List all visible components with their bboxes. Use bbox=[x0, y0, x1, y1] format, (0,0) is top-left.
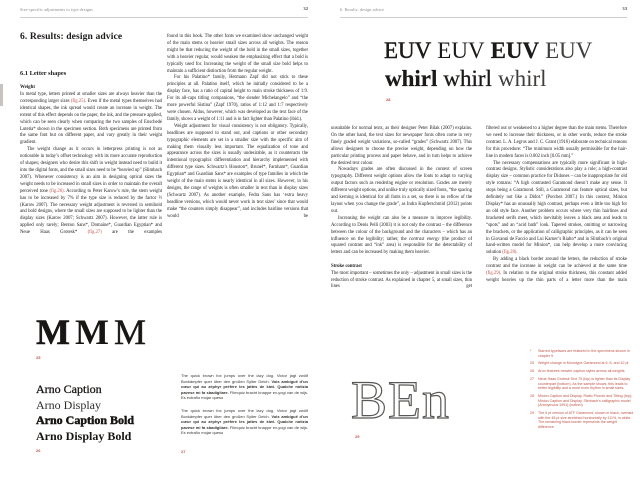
chapter-heading: 6. Results: design advice bbox=[20, 31, 123, 42]
nhg-display-sample: The quick brown fox jumps over the lazy dog. Victor jagt zwölf Boxkämpfer quer über den großen Sylter Deich. Voix ambiguë d’un cœur qui au zéphyr préfère les jattes de kiwi. Qualche notizia pavese mi fa sbadigliare. Filmquiz bracht knappe ex-yogi van de wijs. Es extraño mojar queso bbox=[181, 408, 308, 435]
left-page-number: 32 bbox=[303, 6, 308, 11]
right-page-column-2 bbox=[486, 126, 627, 285]
specimen-m-8pt: M bbox=[74, 312, 109, 352]
margin-note bbox=[530, 361, 634, 366]
note-marker: 28 bbox=[530, 393, 534, 398]
figure-28-number: 28 bbox=[386, 97, 391, 102]
note-text: Weight change in Monotype Garamond at 6, 8, and 42 pt bbox=[538, 361, 629, 366]
note-marker: 27 bbox=[530, 376, 534, 381]
whirl-minion-display: whirl bbox=[443, 66, 492, 91]
right-page-number: 33 bbox=[622, 6, 627, 11]
body-paragraph: By adding a black border around the letters, the reduction of stroke contrast and the increase in weight can be achieved at the same time (fig.29). In relation to the original stroke thickness, this constant added weight heavies up the thin parts of a letter more than the main bbox=[486, 257, 627, 283]
left-running-head: Size-specific adjustments to type designs bbox=[20, 7, 93, 12]
weight-subheading: Weight bbox=[20, 85, 35, 90]
figure-28-euv-row bbox=[384, 38, 598, 64]
margin-note bbox=[530, 411, 634, 430]
whirl-calligraphic-model: whirl bbox=[497, 66, 547, 91]
note-marker: * bbox=[530, 349, 532, 353]
margin-note bbox=[530, 369, 634, 374]
body-paragraph: Weight adjustment for visual consistency is not obligatory. Typically, headlines are supposed to stand out, and captions or other secondary typographic elements are set in a smaller size with the specific aim of making them visually less important. The equalization of tone and appearance across the sizes is usually undesirable, as it counteracts the intentional typographic differentiation and hierarchy implemented with different type sizes. Schwartz’s Houston*, Brunel*, Farnham*, Guardian Egyptian* and Guardian Sans* are examples of type families in which the weight of the main stems is nearly identical in all sizes. However, in his designs, the range of weights is often smaller in text than in display sizes (Schwartz 2007). As another example, Fedra Sans has ‘extra heavy headline versions, which would never work in text sizes’ since that would make “the counters simply disappear”, and includes hairline versions that would be bbox=[167, 123, 308, 219]
figure-26-specimen-arno bbox=[36, 382, 134, 444]
note-marker: 26 bbox=[530, 369, 534, 374]
note-marker: 25 bbox=[530, 361, 534, 366]
note-text: Starred typefaces are featured in the specimens shown in chapter 9. bbox=[538, 349, 630, 358]
body-paragraph: The weight change as it occurs in letterpress printing is not as noticeable in today’s offset technology with its more accurate reproduction of shapes; designers who desire this shift in weight instead need to build it into the digital fonts, and the small sizes need to be “heavied up” (Slimbach 2007). Whenever consistency is an aim in designing optical sizes the weight needs to be increased in small sizes in order to maintain the overall perceived tone (fig.26). According to Peter Karow’s rule, the stem weight has to be increased by 7% if the type size is reduced by the factor ½ (Karow 2007). The necessary weight adjustment is reversed in semibold and bold designs, where the small sizes are supposed to be lighter than the display sizes (Karow 2007; Schwartz 2007). However, the latter rule is applied only rarely; Benton Sans*, Domaine*, Guardian Egyptian* and Neue Haas Grotesk* (fig.27) are the examples bbox=[20, 147, 162, 236]
note-text: Minion Caption and Display, Rialto Piccolo and Titling (top); Minion Caption and Display, Slimbach’s calligraphic model (Anonymous 1991) (bottom) bbox=[538, 393, 633, 408]
margin-note bbox=[530, 377, 634, 391]
left-head-rule bbox=[20, 17, 308, 18]
body-paragraph: The necessary compensations are typically more significant in high-contrast designs. Stylistic considerations also play a role; a high-contrast display size – common practice for Didones – can be inappropriate for old style romans: “A high contrasted Garamond doesn’t make any sense. It stops being a Garamond. Still, a Garamond can feature optical sizes, but definitely not like a Didot.” (Porchez 2007.) In this context, Minion Display* has an unusually high contrast, perhaps even a little too high for an old style face. Another problem occurs where very thin hairlines and bracketed serifs meet, which inevitably leaves a black area and leads to “spots” and an “acid bath” look. Tapered strokes, omitting or narrowing the brackets, or the application of calligraphic principles, as it can be seen in Giovanni de Faccio and Lui Karner’s Rialto* and in Slimbach’s original hand-written model for Minion*, can help develop a more convincing solution (fig.28). bbox=[486, 160, 627, 256]
nhg-text-sample: The quick brown fox jumps over the lazy dog. Victor jagt zwölf Boxkämpfer quer über den großen Sylter Deich. Voix ambiguë d’un cœur qui au zéphyr préfère les jattes de kiwi. Qualche notizia pavese mi fa sbadigliare. Filmquiz bracht knappe ex-yogi van de wijs. Es extraño mojar queso bbox=[181, 373, 308, 400]
right-page-column-1 bbox=[331, 126, 472, 291]
euv-rialto-titling: EUV bbox=[545, 38, 593, 63]
section-heading: 6.1 Letter shapes bbox=[20, 70, 67, 77]
euv-minion-caption: EUV bbox=[384, 38, 432, 63]
body-paragraph: Increasing the weight can also be a measure to improve legibility. According to Denis Pelli (2003) it is not only the contrast – the difference between the colour of the background and the characters – which has an influence on the legibility; rather, the contrast energy (the product of squared contrast and “ink” area) is responsible for the detectability of letters and can be increased by making them heavier. bbox=[331, 215, 473, 256]
body-paragraph: The most important – sometimes the only – adjustment in small sizes is the reduction of stroke contrast. As explained in chapter 5, at small sizes, thin lines get bbox=[331, 270, 472, 290]
figure-25-specimen-mmm bbox=[36, 314, 151, 350]
whirl-minion-caption: whirl bbox=[385, 66, 438, 91]
body-paragraph: In metal type, letters printed at smaller sizes are always heavier than the corresponding larger sizes (fig.25). Even if the metal types themselves had identical shapes, the ink spread would create an increase in weight. The extent of this effect depends on the paper, the ink, and the pressure applied, which can be seen clearly when comparing the two samples of Enschedé Lutetia* shown in the specimen section. Both specimens are printed from the same font but on different paper, and vary greatly in their weight gradient. bbox=[20, 92, 162, 146]
note-text: Arno features heavier caption styles across all weights bbox=[538, 369, 625, 374]
note-text: Neue Haas Grotesk Text 75 (top) is lighter than its Display counterpart (bottom). As the sample shows, this leads to better legibility and a more even rhythm in small sizes. bbox=[538, 376, 631, 391]
arno-display-bold-line: Arno Display Bold bbox=[36, 428, 132, 443]
right-page bbox=[320, 0, 640, 488]
figure-29-number: 29 bbox=[355, 434, 360, 439]
body-paragraph: For his Palatino* family, Hermann Zapf did not stick to these principles at all. Palatino itself, which he initially considered to be a display face, has a ratio of capital height to main stroke thickness of 1:9. For its all-caps titling companions, “the slender Michelangelo” and “the more powerful Sistina” (Zapf 1970), ratios of 1:12 and 1:7 respectively were chosen. Aldus, however, which was developed as the text face of the family, shows a weight of 1:11 and is in fact lighter than Palatino (ibid.). bbox=[167, 75, 308, 122]
specimen-m-6pt: M bbox=[36, 312, 70, 352]
figure-26-number: 26 bbox=[36, 448, 41, 453]
note-text: The 6 pt version of ATF Garamond, shown in black, overlaid with the 48 pt size stretched horizontally by 111%, in white. The remaining black border represents the weight difference. bbox=[538, 411, 634, 430]
euv-rialto-piccolo: EUV bbox=[490, 38, 540, 63]
figure-28-whirl-row bbox=[385, 66, 553, 92]
euv-minion-display: EUV bbox=[437, 38, 485, 63]
body-paragraph: found in this book. The other fonts we examined show unchanged weight of the main stems or heavier small sizes across all weights. The reason might be that reducing the weight of the bold in the small sizes, together with a heavier regular, would weaken the emphasizing effect that a bold is typically used for. Increasing the weight of the small size bold helps to maintain a sufficient distinction from the regular weight. bbox=[167, 34, 308, 74]
left-page-column-1 bbox=[20, 92, 162, 237]
specimen-m-42pt: M bbox=[113, 312, 146, 352]
figure-29-specimen-ben: BEn bbox=[351, 370, 451, 430]
figure-25-number: 25 bbox=[36, 355, 41, 360]
body-paragraph: Nowadays grades are often discussed in the context of screen typography. Different weight options allow the fonts to adapt to varying output factors such as rendering engine or resolution. Grades are merely different weight options, and unlike truly optically sized fonts, “the spacing and kerning is identical for all fonts in a set, so there is no reflow of the layout when you change the grade”, as Indra Kupferschmid (2012) points out. bbox=[331, 167, 472, 214]
body-paragraph: unsuitable for normal texts, as their designer Peter Bilak (2007) explains. On the other hand, the text sizes for newspaper fonts often come in very finely graded weight variations, so-called “grades” (Schwartz 2007). This allows designers to choose the precise weight, depending on how the particular printing process and paper behave, and in turn helps to achieve the desired text colour. bbox=[331, 126, 472, 166]
arno-caption-line: Arno Caption bbox=[36, 382, 102, 396]
arno-display-line: Arno Display bbox=[36, 397, 101, 412]
right-head-rule bbox=[340, 17, 627, 18]
stroke-contrast-subheading: Stroke contrast bbox=[331, 263, 362, 269]
chapter-edge-tab bbox=[0, 84, 3, 106]
margin-notes bbox=[530, 349, 634, 433]
figure-27-specimen-nhg bbox=[181, 373, 308, 443]
figure-27-number: 27 bbox=[181, 449, 186, 454]
margin-note bbox=[530, 349, 634, 358]
note-marker: 29 bbox=[530, 411, 534, 416]
left-page-column-2 bbox=[167, 34, 308, 220]
arno-caption-bold-line: Arno Caption Bold bbox=[36, 413, 135, 427]
margin-note bbox=[530, 394, 634, 408]
right-running-head: 6. Results: design advice bbox=[340, 7, 385, 12]
body-paragraph: filtered out or weakened to a higher degree than the main stems. Therefore we need to increase their thickness, or in other words, reduce the stroke contrast. L. A. Legros and J. C. Grant (1916) elaborate on technical reasons for this procedure: “The minimum width usually permissible for the hair-line in modern faces is 0.002 inch [0.05 mm].” bbox=[486, 126, 627, 159]
